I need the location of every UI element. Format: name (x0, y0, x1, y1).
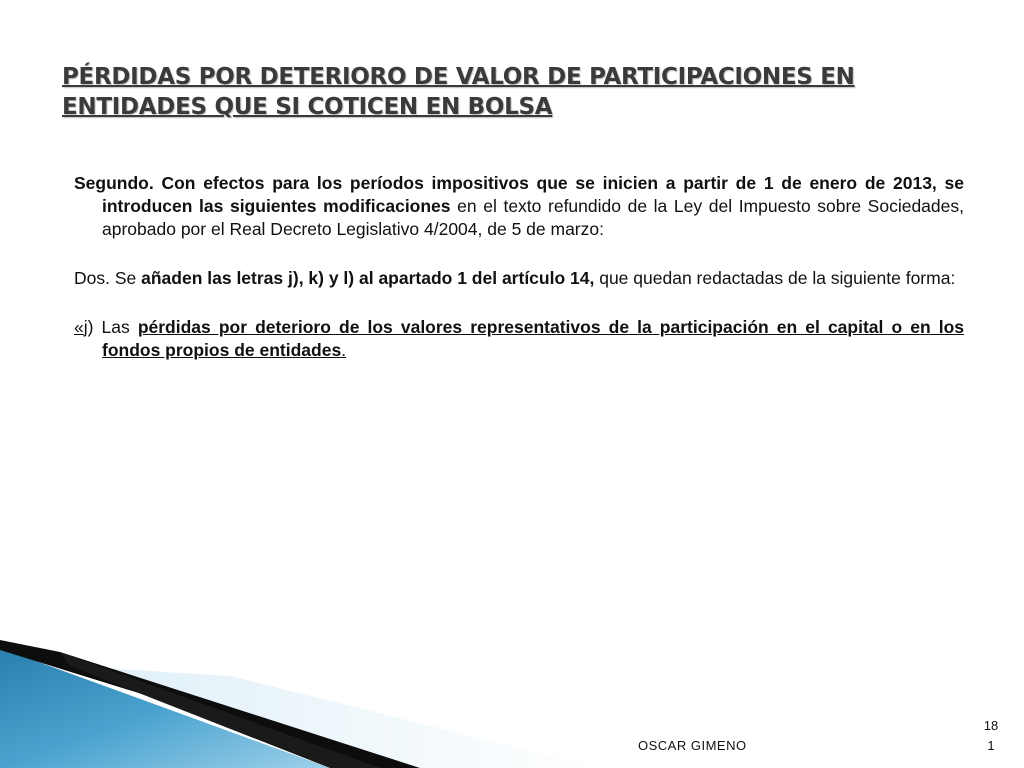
page-number-line: 18 (983, 718, 999, 733)
paragraph-segundo (74, 172, 964, 241)
page-number (980, 716, 1002, 756)
text-segment: que quedan redactadas de la siguiente forma: (594, 268, 956, 288)
text-segment: . (341, 340, 347, 360)
text-segment: Dos. Se (74, 268, 142, 288)
text-segment: pérdidas por deterioro de los valores representativos de la participación en el capital o en los fondos propios de entidades (102, 317, 964, 360)
paragraph-dos (74, 267, 964, 290)
text-segment: j) Las (83, 317, 138, 337)
text-segment: Segundo. Con efectos para los períodos impositivos que se inicien a partir de 1 de enero de 2013, se introducen las siguientes modificaciones (74, 173, 964, 216)
footer-author: OSCAR GIMENO (638, 738, 747, 753)
text-segment: en el texto refundido de la Ley del Impuesto sobre Sociedades, aprobado por el Real Decreto Legislativo 4/2004, de 5 de marzo: (102, 196, 964, 239)
text-segment: « (74, 317, 84, 337)
slide-title: PÉRDIDAS POR DETERIORO DE VALOR DE PARTICIPACIONES EN ENTIDADES QUE SI COTICEN EN BOLSA (62, 64, 855, 120)
slide-body (74, 172, 964, 388)
text-segment: añaden las letras j), k) y l) al apartado 1 del artículo 14, (141, 268, 595, 288)
paragraph-letra-j (74, 316, 964, 362)
page-number-line: 1 (987, 738, 995, 753)
